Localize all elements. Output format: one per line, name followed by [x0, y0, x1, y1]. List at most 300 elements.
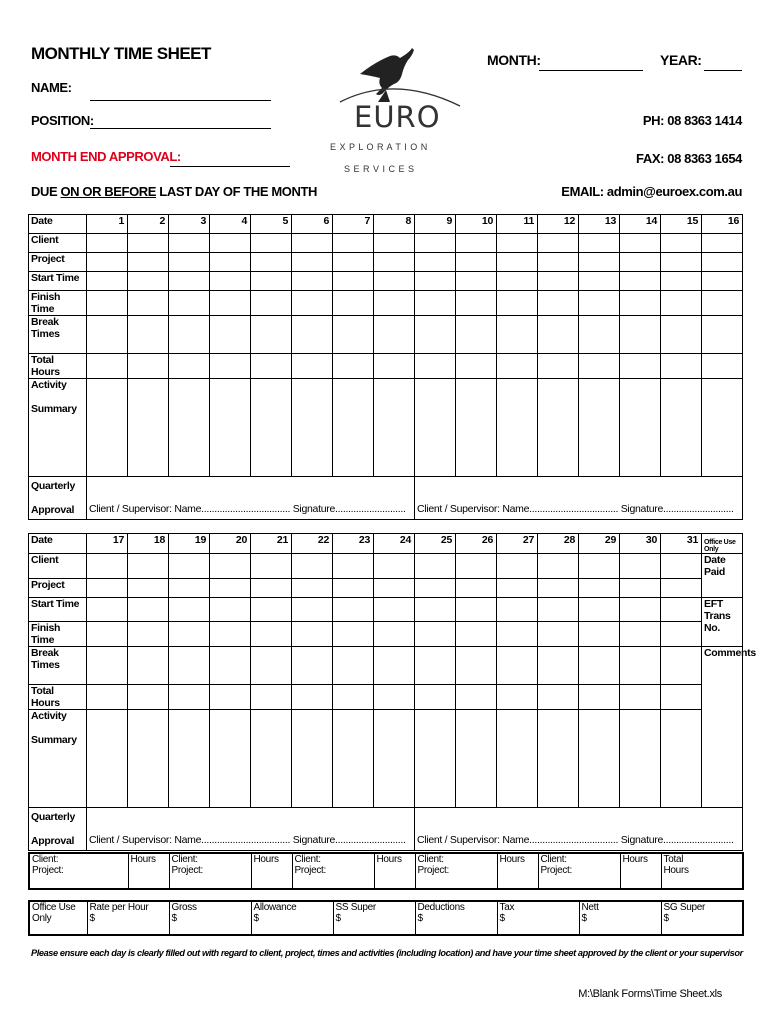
entry-cell[interactable] — [128, 354, 169, 379]
entry-cell[interactable] — [374, 316, 415, 354]
entry-cell[interactable] — [251, 234, 292, 253]
nett-field[interactable] — [579, 901, 661, 935]
entry-cell[interactable] — [702, 272, 743, 291]
entry-cell[interactable] — [210, 234, 251, 253]
entry-cell[interactable] — [210, 316, 251, 354]
entry-cell[interactable] — [538, 578, 579, 597]
rate-per-hour-field[interactable] — [87, 901, 169, 935]
summary-hours-5[interactable]: Hours — [620, 853, 661, 889]
entry-cell[interactable] — [579, 554, 620, 579]
entry-cell[interactable] — [210, 685, 251, 710]
client-hours-summary — [28, 852, 744, 890]
entry-cell[interactable] — [374, 554, 415, 579]
entry-cell[interactable] — [374, 622, 415, 647]
entry-cell[interactable] — [415, 253, 456, 272]
entry-cell[interactable] — [210, 354, 251, 379]
entry-cell[interactable] — [456, 647, 497, 685]
entry-cell[interactable] — [620, 354, 661, 379]
entry-cell[interactable] — [538, 291, 579, 316]
supervisor-sign-left[interactable]: Client / Supervisor: Name.................................. Signature........................... — [87, 808, 415, 851]
entry-cell[interactable] — [538, 622, 579, 647]
entry-cell[interactable] — [579, 291, 620, 316]
entry-cell[interactable] — [169, 253, 210, 272]
entry-cell[interactable] — [415, 354, 456, 379]
entry-cell[interactable] — [661, 622, 702, 647]
ss-super-field[interactable] — [333, 901, 415, 935]
entry-cell[interactable] — [456, 578, 497, 597]
summary-label: Summary — [31, 734, 77, 746]
summary-hours-3[interactable]: Hours — [374, 853, 415, 889]
entry-cell[interactable] — [579, 272, 620, 291]
entry-cell[interactable] — [374, 234, 415, 253]
summary-client-3[interactable] — [292, 853, 374, 889]
entry-cell[interactable] — [374, 597, 415, 622]
entry-cell[interactable] — [702, 379, 743, 477]
allowance-field[interactable] — [251, 901, 333, 935]
summary-label: Summary — [31, 403, 77, 415]
dollar-sign: $ — [253, 913, 259, 924]
entry-cell[interactable] — [333, 685, 374, 710]
entry-cell[interactable] — [169, 379, 210, 477]
entry-cell[interactable] — [415, 685, 456, 710]
entry-cell[interactable] — [374, 379, 415, 477]
entry-cell[interactable] — [374, 647, 415, 685]
entry-cell[interactable] — [251, 685, 292, 710]
summary-client-4[interactable] — [415, 853, 497, 889]
entry-cell[interactable] — [333, 234, 374, 253]
entry-cell[interactable] — [169, 554, 210, 579]
entry-cell[interactable] — [497, 597, 538, 622]
entry-cell[interactable] — [292, 622, 333, 647]
entry-cell[interactable] — [169, 272, 210, 291]
entry-cell[interactable] — [579, 316, 620, 354]
entry-cell[interactable] — [538, 647, 579, 685]
entry-cell[interactable] — [661, 554, 702, 579]
entry-cell[interactable] — [374, 710, 415, 808]
client-label: Client: — [540, 854, 567, 865]
entry-cell[interactable] — [128, 622, 169, 647]
entry-cell[interactable] — [579, 685, 620, 710]
entry-cell[interactable] — [292, 234, 333, 253]
entry-cell[interactable] — [87, 272, 128, 291]
entry-cell[interactable] — [661, 316, 702, 354]
approval-field[interactable] — [170, 166, 290, 167]
entry-cell[interactable] — [497, 685, 538, 710]
project-label: Project — [29, 578, 87, 597]
entry-cell[interactable] — [87, 234, 128, 253]
entry-cell[interactable] — [661, 597, 702, 622]
entry-cell[interactable] — [620, 291, 661, 316]
entry-cell[interactable] — [251, 272, 292, 291]
entry-cell[interactable] — [497, 710, 538, 808]
client-label: Client — [29, 234, 87, 253]
entry-cell[interactable] — [620, 710, 661, 808]
position-field[interactable] — [90, 128, 271, 129]
due-emphasis: ON OR BEFORE — [60, 184, 157, 199]
entry-cell[interactable] — [292, 578, 333, 597]
entry-cell[interactable] — [169, 622, 210, 647]
entry-cell[interactable] — [456, 316, 497, 354]
entry-cell[interactable] — [415, 554, 456, 579]
entry-cell[interactable] — [292, 316, 333, 354]
entry-cell[interactable] — [333, 316, 374, 354]
entry-cell[interactable] — [333, 253, 374, 272]
entry-cell[interactable] — [251, 622, 292, 647]
day-cell: 28 — [538, 534, 579, 554]
entry-cell[interactable] — [579, 578, 620, 597]
quarterly-approval-label — [29, 808, 87, 851]
quarterly-label: Quarterly — [31, 811, 75, 823]
day-cell: 9 — [415, 215, 456, 234]
entry-cell[interactable] — [579, 234, 620, 253]
allowance-label: Allowance — [253, 902, 297, 913]
entry-cell[interactable] — [169, 685, 210, 710]
entry-cell[interactable] — [374, 578, 415, 597]
dollar-sign: $ — [335, 913, 341, 924]
entry-cell[interactable] — [456, 622, 497, 647]
entry-cell[interactable] — [169, 597, 210, 622]
entry-cell[interactable] — [251, 379, 292, 477]
entry-cell[interactable] — [579, 647, 620, 685]
entry-cell[interactable] — [292, 354, 333, 379]
entry-cell[interactable] — [538, 685, 579, 710]
entry-cell[interactable] — [333, 554, 374, 579]
entry-cell[interactable] — [538, 316, 579, 354]
entry-cell[interactable] — [661, 272, 702, 291]
entry-cell[interactable] — [169, 354, 210, 379]
day-cell: 19 — [169, 534, 210, 554]
position-label: POSITION: — [31, 113, 94, 128]
day-cell: 3 — [169, 215, 210, 234]
entry-cell[interactable] — [333, 622, 374, 647]
project-label: Project: — [171, 865, 204, 876]
entry-cell[interactable] — [292, 272, 333, 291]
comments-field[interactable] — [702, 647, 756, 808]
entry-cell[interactable] — [333, 647, 374, 685]
date-paid-field[interactable] — [702, 578, 743, 597]
eft-trans-label: EFT Trans — [702, 597, 743, 622]
entry-cell[interactable] — [661, 710, 702, 808]
client-label: Client: — [294, 854, 321, 865]
entry-cell[interactable] — [538, 554, 579, 579]
entry-cell[interactable] — [333, 710, 374, 808]
entry-cell[interactable] — [415, 272, 456, 291]
break-times-label: Break Times — [29, 647, 87, 685]
entry-cell[interactable] — [456, 554, 497, 579]
entry-cell[interactable] — [620, 316, 661, 354]
entry-cell[interactable] — [87, 379, 128, 477]
entry-cell[interactable] — [538, 597, 579, 622]
entry-cell[interactable] — [620, 578, 661, 597]
approval-label: Approval — [31, 504, 75, 516]
summary-hours-2[interactable]: Hours — [251, 853, 292, 889]
day-cell: 25 — [415, 534, 456, 554]
entry-cell[interactable] — [128, 316, 169, 354]
entry-cell[interactable] — [661, 291, 702, 316]
date-row — [29, 215, 743, 234]
name-field[interactable] — [90, 100, 271, 101]
entry-cell[interactable] — [620, 647, 661, 685]
entry-cell[interactable] — [87, 685, 128, 710]
entry-cell[interactable] — [579, 710, 620, 808]
entry-cell[interactable] — [374, 253, 415, 272]
entry-cell[interactable] — [210, 622, 251, 647]
due-notice — [31, 184, 317, 199]
entry-cell[interactable] — [128, 234, 169, 253]
entry-cell[interactable] — [87, 291, 128, 316]
entry-cell[interactable] — [497, 316, 538, 354]
entry-cell[interactable] — [128, 291, 169, 316]
entry-cell[interactable] — [251, 597, 292, 622]
entry-cell[interactable] — [538, 253, 579, 272]
day-cell: 6 — [292, 215, 333, 234]
entry-cell[interactable] — [661, 234, 702, 253]
entry-cell[interactable] — [251, 354, 292, 379]
entry-cell[interactable] — [210, 291, 251, 316]
entry-cell[interactable] — [292, 685, 333, 710]
entry-cell[interactable] — [456, 379, 497, 477]
dollar-sign: $ — [581, 913, 587, 924]
entry-cell[interactable] — [497, 554, 538, 579]
break-times-label: Break Times — [29, 316, 87, 354]
day-cell: 13 — [579, 215, 620, 234]
entry-cell[interactable] — [456, 234, 497, 253]
entry-cell[interactable] — [702, 316, 743, 354]
entry-cell[interactable] — [415, 622, 456, 647]
entry-cell[interactable] — [374, 354, 415, 379]
entry-cell[interactable] — [456, 253, 497, 272]
day-cell: 26 — [456, 534, 497, 554]
entry-cell[interactable] — [210, 578, 251, 597]
entry-cell[interactable] — [620, 272, 661, 291]
entry-cell[interactable] — [251, 578, 292, 597]
entry-cell[interactable] — [210, 597, 251, 622]
entry-cell[interactable] — [333, 379, 374, 477]
entry-cell[interactable] — [292, 597, 333, 622]
entry-cell[interactable] — [497, 272, 538, 291]
client-label: Client: — [32, 854, 59, 865]
tax-field[interactable] — [497, 901, 579, 935]
entry-cell[interactable] — [210, 647, 251, 685]
tax-label: Tax — [499, 902, 515, 913]
entry-cell[interactable] — [251, 291, 292, 316]
entry-cell[interactable] — [456, 685, 497, 710]
gross-field[interactable] — [169, 901, 251, 935]
entry-cell[interactable] — [87, 597, 128, 622]
date-label: Date — [29, 534, 87, 554]
entry-cell[interactable] — [128, 710, 169, 808]
total-hours-label: Total Hours — [29, 685, 87, 710]
supervisor-sign-right[interactable]: Client / Supervisor: Name.................................. Signature........................... — [415, 477, 743, 520]
entry-cell[interactable] — [251, 647, 292, 685]
entry-cell[interactable] — [292, 291, 333, 316]
entry-cell[interactable] — [702, 253, 743, 272]
entry-cell[interactable] — [251, 710, 292, 808]
client-label: Client: — [417, 854, 444, 865]
entry-cell[interactable] — [251, 554, 292, 579]
entry-cell[interactable] — [415, 379, 456, 477]
entry-cell[interactable] — [620, 253, 661, 272]
entry-cell[interactable] — [661, 578, 702, 597]
deductions-label: Deductions — [417, 902, 465, 913]
entry-cell[interactable] — [579, 354, 620, 379]
entry-cell[interactable] — [702, 234, 743, 253]
entry-cell[interactable] — [702, 291, 743, 316]
supervisor-sign-right[interactable]: Client / Supervisor: Name.................................. Signature........................... — [415, 808, 743, 851]
entry-cell[interactable] — [169, 291, 210, 316]
entry-cell[interactable] — [579, 597, 620, 622]
summary-client-1[interactable] — [29, 853, 128, 889]
entry-cell[interactable] — [661, 354, 702, 379]
summary-hours-4[interactable]: Hours — [497, 853, 538, 889]
dollar-sign: $ — [499, 913, 505, 924]
entry-cell[interactable] — [333, 272, 374, 291]
entry-cell[interactable] — [210, 253, 251, 272]
entry-cell[interactable] — [87, 554, 128, 579]
entry-cell[interactable] — [292, 647, 333, 685]
entry-cell[interactable] — [497, 578, 538, 597]
day-cell: 11 — [497, 215, 538, 234]
entry-cell[interactable] — [374, 291, 415, 316]
entry-cell[interactable] — [292, 379, 333, 477]
entry-cell[interactable] — [497, 291, 538, 316]
supervisor-sign-left[interactable]: Client / Supervisor: Name.................................. Signature........................... — [87, 477, 415, 520]
entry-cell[interactable] — [87, 710, 128, 808]
year-field[interactable] — [704, 70, 742, 71]
company-logo — [320, 44, 470, 184]
entry-cell[interactable] — [87, 354, 128, 379]
comments-label: Comments — [704, 647, 756, 659]
day-cell: 27 — [497, 534, 538, 554]
entry-cell[interactable] — [579, 379, 620, 477]
entry-cell[interactable] — [415, 234, 456, 253]
entry-cell[interactable] — [87, 647, 128, 685]
entry-cell[interactable] — [210, 554, 251, 579]
entry-cell[interactable] — [333, 291, 374, 316]
entry-cell[interactable] — [333, 354, 374, 379]
logo-name: EURO — [354, 100, 441, 134]
entry-cell[interactable] — [87, 578, 128, 597]
entry-cell[interactable] — [374, 685, 415, 710]
summary-client-5[interactable] — [538, 853, 620, 889]
entry-cell[interactable] — [87, 622, 128, 647]
day-cell: 20 — [210, 534, 251, 554]
entry-cell[interactable] — [292, 554, 333, 579]
summary-client-2[interactable] — [169, 853, 251, 889]
entry-cell[interactable] — [497, 622, 538, 647]
entry-cell[interactable] — [415, 597, 456, 622]
entry-cell[interactable] — [497, 647, 538, 685]
entry-cell[interactable] — [456, 291, 497, 316]
entry-cell[interactable] — [538, 234, 579, 253]
deductions-field[interactable] — [415, 901, 497, 935]
day-cell: 8 — [374, 215, 415, 234]
entry-cell[interactable] — [497, 354, 538, 379]
entry-cell[interactable] — [620, 597, 661, 622]
total-label: Total — [663, 854, 684, 865]
due-suffix: LAST DAY OF THE MONTH — [156, 184, 318, 199]
entry-cell[interactable] — [292, 710, 333, 808]
entry-cell[interactable] — [87, 253, 128, 272]
entry-cell[interactable] — [87, 316, 128, 354]
entry-cell[interactable] — [661, 379, 702, 477]
entry-cell[interactable] — [210, 710, 251, 808]
entry-cell[interactable] — [333, 597, 374, 622]
month-field[interactable] — [539, 70, 643, 71]
entry-cell[interactable] — [251, 316, 292, 354]
entry-cell[interactable] — [415, 578, 456, 597]
entry-cell[interactable] — [169, 316, 210, 354]
entry-cell[interactable] — [210, 379, 251, 477]
entry-cell[interactable] — [415, 291, 456, 316]
entry-cell[interactable] — [661, 647, 702, 685]
entry-cell[interactable] — [128, 597, 169, 622]
entry-cell[interactable] — [702, 354, 743, 379]
entry-cell[interactable] — [538, 272, 579, 291]
entry-cell[interactable] — [415, 316, 456, 354]
entry-cell[interactable] — [128, 379, 169, 477]
entry-cell[interactable] — [456, 710, 497, 808]
entry-cell[interactable] — [333, 578, 374, 597]
footer-note: Please ensure each day is clearly filled out with regard to client, project, times and activities (including location) and have your time sheet approved by the client or your supervisor — [31, 948, 743, 958]
entry-cell[interactable] — [620, 554, 661, 579]
entry-cell[interactable] — [128, 272, 169, 291]
client-label: Client — [29, 554, 87, 579]
summary-hours-1[interactable]: Hours — [128, 853, 169, 889]
entry-cell[interactable] — [661, 253, 702, 272]
entry-cell[interactable] — [128, 253, 169, 272]
entry-cell[interactable] — [538, 354, 579, 379]
entry-cell[interactable] — [415, 710, 456, 808]
entry-cell[interactable] — [292, 253, 333, 272]
entry-cell[interactable] — [579, 253, 620, 272]
entry-cell[interactable] — [456, 354, 497, 379]
entry-cell[interactable] — [374, 272, 415, 291]
day-cell: 18 — [128, 534, 169, 554]
entry-cell[interactable] — [128, 578, 169, 597]
entry-cell[interactable] — [497, 253, 538, 272]
entry-cell[interactable] — [620, 622, 661, 647]
entry-cell[interactable] — [169, 647, 210, 685]
entry-cell[interactable] — [538, 379, 579, 477]
entry-cell[interactable] — [128, 554, 169, 579]
entry-cell[interactable] — [169, 578, 210, 597]
entry-cell[interactable] — [661, 685, 702, 710]
entry-cell[interactable] — [251, 253, 292, 272]
entry-cell[interactable] — [620, 685, 661, 710]
entry-cell[interactable] — [620, 234, 661, 253]
day-cell: 17 — [87, 534, 128, 554]
total-hours-label: Total Hours — [29, 354, 87, 379]
entry-cell[interactable] — [456, 272, 497, 291]
entry-cell[interactable] — [620, 379, 661, 477]
activity-label: Activity — [31, 710, 67, 722]
entry-cell[interactable] — [456, 597, 497, 622]
summary-total-hours[interactable] — [661, 853, 743, 889]
entry-cell[interactable] — [169, 234, 210, 253]
entry-cell[interactable] — [210, 272, 251, 291]
entry-cell[interactable] — [497, 379, 538, 477]
entry-cell[interactable] — [128, 685, 169, 710]
entry-cell[interactable] — [497, 234, 538, 253]
day-cell: 31 — [661, 534, 702, 554]
entry-cell[interactable] — [128, 647, 169, 685]
entry-cell[interactable] — [415, 647, 456, 685]
entry-cell[interactable] — [169, 710, 210, 808]
entry-cell[interactable] — [538, 710, 579, 808]
entry-cell[interactable] — [579, 622, 620, 647]
sg-super-field[interactable] — [661, 901, 743, 935]
